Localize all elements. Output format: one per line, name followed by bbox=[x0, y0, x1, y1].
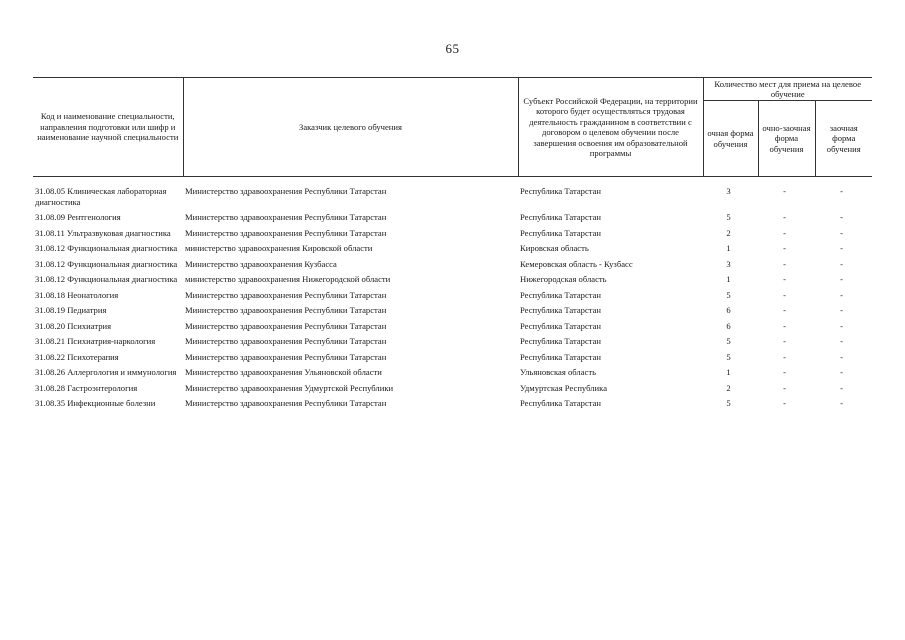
table-row bbox=[33, 290, 872, 306]
row-part-time-count: - bbox=[783, 227, 786, 238]
row-part-time-count: - bbox=[783, 305, 786, 315]
table-row bbox=[33, 383, 872, 399]
row-full-time-count: 6 bbox=[726, 320, 731, 331]
page-number: 65 bbox=[445, 41, 460, 56]
row-part-time-count: - bbox=[783, 274, 786, 284]
row-full-time-count: 1 bbox=[726, 243, 731, 253]
table-row bbox=[33, 352, 872, 368]
row-region: Ульяновская область bbox=[520, 367, 596, 377]
row-full-time-count: 2 bbox=[726, 227, 731, 238]
row-region: Республика Татарстан bbox=[520, 305, 602, 315]
row-part-time-count: - bbox=[783, 367, 786, 377]
row-code: 31.08.18 Неонатология bbox=[35, 289, 119, 300]
table-row bbox=[33, 305, 872, 321]
row-customer: Министерство здравоохранения Республики Татарстан bbox=[185, 336, 387, 346]
row-distance-count: - bbox=[840, 227, 843, 238]
row-customer: Министерство здравоохранения Республики Татарстан bbox=[185, 398, 387, 408]
row-code: 31.08.11 Ультразвуковая диагностика bbox=[35, 227, 171, 238]
table-row bbox=[33, 228, 872, 244]
row-full-time-count: 3 bbox=[726, 258, 731, 269]
row-distance-count: - bbox=[840, 382, 843, 393]
row-customer: министерство здравоохранения Кировской области bbox=[185, 243, 373, 253]
header-full-time: очная форма обучения bbox=[703, 101, 758, 177]
row-full-time-count: 5 bbox=[726, 289, 731, 300]
row-code: 31.08.12 Функциональная диагностика bbox=[35, 243, 178, 253]
row-distance-count: - bbox=[840, 289, 843, 300]
row-customer: Министерство здравоохранения Кузбасса bbox=[185, 258, 337, 269]
table-header bbox=[33, 78, 872, 177]
row-customer: Министерство здравоохранения Ульяновской области bbox=[185, 367, 382, 377]
header-places: Количество мест для приема на целевое обучение bbox=[703, 78, 872, 101]
table-row bbox=[33, 336, 872, 352]
row-distance-count: - bbox=[840, 243, 843, 253]
row-region: Республика Татарстан bbox=[520, 186, 602, 196]
targeted-admission-table bbox=[33, 77, 872, 414]
row-code: 31.08.22 Психотерапия bbox=[35, 351, 119, 362]
row-distance-count: - bbox=[840, 274, 843, 284]
table-row bbox=[33, 243, 872, 259]
row-full-time-count: 5 bbox=[726, 336, 731, 346]
row-region: Республика Татарстан bbox=[520, 289, 602, 300]
row-region: Республика Татарстан bbox=[520, 351, 602, 362]
row-part-time-count: - bbox=[783, 320, 786, 331]
table-body bbox=[33, 177, 872, 414]
row-distance-count: - bbox=[840, 351, 843, 362]
row-code: 31.08.19 Педиатрия bbox=[35, 305, 107, 315]
row-part-time-count: - bbox=[783, 243, 786, 253]
row-code: 31.08.26 Аллергология и иммунология bbox=[35, 367, 177, 377]
row-distance-count: - bbox=[840, 258, 843, 269]
table-row bbox=[33, 186, 872, 212]
row-part-time-count: - bbox=[783, 336, 786, 346]
row-part-time-count: - bbox=[783, 351, 786, 362]
row-distance-count: - bbox=[840, 367, 843, 377]
row-full-time-count: 1 bbox=[726, 367, 731, 377]
table-row bbox=[33, 259, 872, 275]
row-region: Республика Татарстан bbox=[520, 398, 602, 408]
row-region: Республика Татарстан bbox=[520, 336, 602, 346]
row-distance-count: - bbox=[840, 336, 843, 346]
row-full-time-count: 2 bbox=[726, 382, 731, 393]
row-full-time-count: 6 bbox=[726, 305, 731, 315]
row-customer: Министерство здравоохранения Республики Татарстан bbox=[185, 320, 387, 331]
row-distance-count: - bbox=[840, 305, 843, 315]
row-region: Республика Татарстан bbox=[520, 212, 602, 222]
row-full-time-count: 5 bbox=[726, 351, 731, 362]
header-code: Код и наименование специальности, направления подготовки или шифр и наименование научной специальности bbox=[33, 78, 183, 177]
row-code: 31.08.28 Гастроэнтерология bbox=[35, 382, 138, 393]
row-code: 31.08.21 Психиатрия-наркология bbox=[35, 336, 156, 346]
row-region: Республика Татарстан bbox=[520, 320, 602, 331]
header-distance: заочная форма обучения bbox=[815, 101, 872, 177]
row-code: 31.08.12 Функциональная диагностика bbox=[35, 274, 178, 284]
row-customer: Министерство здравоохранения Удмуртской Республики bbox=[185, 382, 394, 393]
row-customer: Министерство здравоохранения Республики Татарстан bbox=[185, 227, 387, 238]
row-region: Кемеровская область - Кузбасс bbox=[520, 258, 633, 269]
table-row bbox=[33, 321, 872, 337]
table-row bbox=[33, 367, 872, 383]
row-distance-count: - bbox=[840, 398, 843, 408]
row-part-time-count: - bbox=[783, 212, 786, 222]
row-customer: Министерство здравоохранения Республики Татарстан bbox=[185, 351, 387, 362]
table-row bbox=[33, 398, 872, 414]
row-code: 31.08.20 Психиатрия bbox=[35, 320, 112, 331]
row-customer: Министерство здравоохранения Республики Татарстан bbox=[185, 305, 387, 315]
row-full-time-count: 5 bbox=[726, 212, 731, 222]
header-part-time: очно-заочная форма обучения bbox=[758, 101, 815, 177]
row-distance-count: - bbox=[840, 212, 843, 222]
row-code: 31.08.12 Функциональная диагностика bbox=[35, 258, 178, 269]
row-code: 31.08.35 Инфекционные болезни bbox=[35, 398, 156, 408]
row-customer: министерство здравоохранения Нижегородской области bbox=[185, 274, 391, 284]
row-part-time-count: - bbox=[783, 398, 786, 408]
header-customer: Заказчик целевого обучения bbox=[183, 78, 518, 177]
row-code: 31.08.05 Клиническая лабораторная диагностика bbox=[35, 186, 167, 207]
row-part-time-count: - bbox=[783, 382, 786, 393]
row-distance-count: - bbox=[840, 320, 843, 331]
row-region: Удмуртская Республика bbox=[520, 382, 608, 393]
row-part-time-count: - bbox=[783, 186, 786, 196]
row-part-time-count: - bbox=[783, 258, 786, 269]
row-full-time-count: 5 bbox=[726, 398, 731, 408]
row-region: Кировская область bbox=[520, 243, 589, 253]
row-customer: Министерство здравоохранения Республики Татарстан bbox=[185, 186, 387, 196]
row-customer: Министерство здравоохранения Республики Татарстан bbox=[185, 212, 387, 222]
row-part-time-count: - bbox=[783, 289, 786, 300]
row-full-time-count: 3 bbox=[726, 186, 731, 196]
table-row bbox=[33, 274, 872, 290]
row-region: Республика Татарстан bbox=[520, 227, 602, 238]
row-region: Нижегородская область bbox=[520, 274, 607, 284]
row-code: 31.08.09 Рентгенология bbox=[35, 212, 121, 222]
header-region: Субъект Российской Федерации, на территории которого будет осуществляться трудовая деятельность гражданином в соответствии с договором о целевом обучении после завершения освоения им образовательной программы bbox=[518, 78, 703, 177]
row-distance-count: - bbox=[840, 186, 843, 196]
table-row bbox=[33, 212, 872, 228]
row-customer: Министерство здравоохранения Республики Татарстан bbox=[185, 289, 387, 300]
row-full-time-count: 1 bbox=[726, 274, 731, 284]
